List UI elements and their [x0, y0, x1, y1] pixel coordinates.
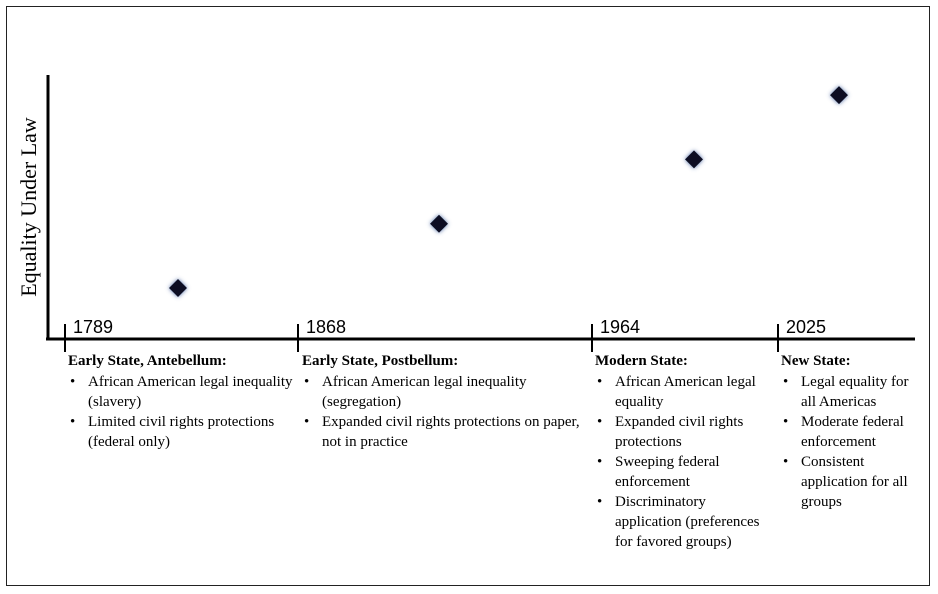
- era-bullet: • Legal equality for all Americas: [781, 372, 921, 412]
- era-block: [68, 351, 293, 452]
- era-title: Early State, Postbellum:: [302, 353, 459, 369]
- era-bullet: • African American legal inequality (segregation): [302, 372, 580, 412]
- era-bullet: • African American legal equality: [595, 372, 770, 412]
- era-title: Modern State:: [595, 353, 688, 369]
- milestone-year-label: 1964: [600, 317, 641, 337]
- era-bullet-list: [595, 372, 770, 552]
- era-bullet: • Limited civil rights protections (federal only): [68, 412, 293, 452]
- data-point-diamond: [430, 215, 448, 233]
- era-bullet-list: [781, 372, 921, 512]
- era-block: [781, 351, 921, 512]
- era-block: [595, 351, 770, 552]
- milestone-year-label: 1868: [306, 317, 347, 337]
- era-bullet: • Consistent application for all groups: [781, 452, 921, 512]
- era-bullet: • Sweeping federal enforcement: [595, 452, 770, 492]
- era-bullet-list: [68, 372, 293, 452]
- era-bullet: • Moderate federal enforcement: [781, 412, 921, 452]
- era-bullet: • Expanded civil rights protections: [595, 412, 770, 452]
- data-point-diamond: [169, 279, 187, 297]
- milestone-year-label: 2025: [786, 317, 827, 337]
- era-title: Early State, Antebellum:: [68, 353, 227, 369]
- era-bullet: • Discriminatory application (preferences for favored groups): [595, 492, 770, 552]
- data-point-diamond: [685, 150, 703, 168]
- era-block: [302, 351, 580, 452]
- era-title: New State:: [781, 353, 851, 369]
- data-point-diamond: [830, 86, 848, 104]
- y-axis-label: Equality Under Law: [16, 117, 41, 297]
- era-bullet-list: [302, 372, 580, 452]
- era-bullet: • Expanded civil rights protections on paper, not in practice: [302, 412, 580, 452]
- era-bullet: • African American legal inequality (slavery): [68, 372, 293, 412]
- milestone-year-label: 1789: [73, 317, 114, 337]
